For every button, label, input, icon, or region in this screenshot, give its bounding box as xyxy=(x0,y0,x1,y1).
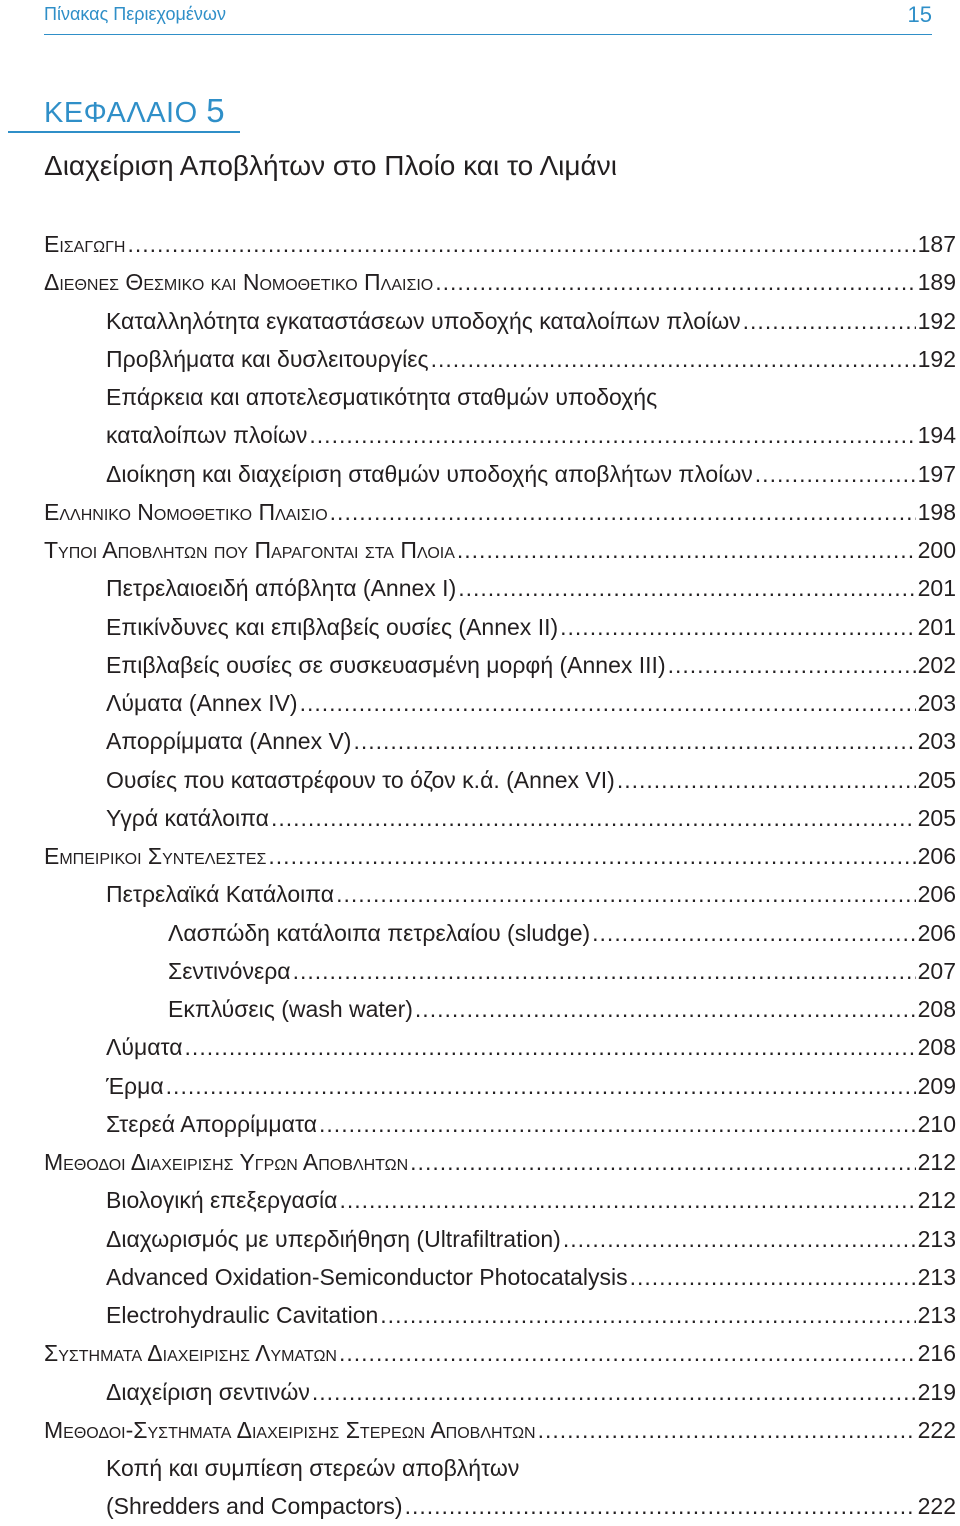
toc-leader xyxy=(563,1220,916,1258)
toc-entry-title: Υγρά κατάλοιπα xyxy=(106,804,269,831)
running-header-title: Πίνακας Περιεχομένων xyxy=(44,4,226,24)
toc-leader xyxy=(538,1411,916,1449)
toc-entry-title: Πετρελαϊκά Κατάλοιπα xyxy=(106,881,335,908)
toc-leader xyxy=(339,1334,916,1372)
toc-leader xyxy=(312,1373,916,1411)
toc-entry-title: Εμπειρικοι Συντελεστες xyxy=(44,843,267,869)
toc-leader xyxy=(435,263,915,301)
toc-leader xyxy=(268,837,915,875)
chapter-rule xyxy=(8,131,240,133)
toc-entry[interactable] xyxy=(44,1334,956,1372)
toc-entry-title: Λύματα xyxy=(106,1034,183,1061)
toc-entry[interactable] xyxy=(44,875,956,913)
toc-entry-page: 210 xyxy=(917,1110,956,1137)
toc-entry-title: Απορρίμματα (Annex V) xyxy=(106,728,352,755)
toc-leader xyxy=(336,875,916,913)
toc-entry-page: 205 xyxy=(917,804,956,831)
toc-leader xyxy=(185,1028,916,1066)
toc-leader xyxy=(458,569,915,607)
toc-entry-page: 198 xyxy=(917,498,956,525)
toc-entry-title: Εισαγωγη xyxy=(44,231,126,257)
toc-entry[interactable] xyxy=(44,684,956,722)
toc-entry[interactable] xyxy=(44,455,956,493)
toc-entry-title: Συστηματα Διαχειρισης Λυματων xyxy=(44,1340,337,1367)
toc-entry-page: 200 xyxy=(917,537,956,563)
toc-entry[interactable] xyxy=(44,263,956,301)
toc-entry[interactable] xyxy=(44,1411,956,1449)
toc-entry[interactable] xyxy=(44,1067,956,1105)
toc-entry-page: 216 xyxy=(917,1340,956,1367)
toc-entry-page: 203 xyxy=(917,728,956,755)
toc-entry[interactable] xyxy=(44,1220,956,1258)
toc-entry-title: Λύματα (Annex IV) xyxy=(106,690,298,716)
toc-entry-title: Μεθοδοι-Συστηματα Διαχειρισης Στερεων Αποβλητων xyxy=(44,1416,536,1443)
toc-leader xyxy=(415,990,916,1028)
toc-entry-title: Διαχωρισμός με υπερδιήθηση (Ultrafiltration) xyxy=(106,1225,561,1252)
toc-entry-page: 208 xyxy=(917,1034,956,1061)
toc-leader xyxy=(128,225,916,263)
toc-leader xyxy=(592,914,915,952)
toc-entry-page: 212 xyxy=(917,1187,956,1214)
toc-entry[interactable] xyxy=(44,569,956,607)
toc-entry[interactable] xyxy=(44,340,956,378)
toc-entry[interactable] xyxy=(44,646,956,684)
chapter-title: Διαχείριση Αποβλήτων στο Πλοίο και το Λιμάνι xyxy=(44,150,617,181)
chapter-number: 5 xyxy=(206,92,226,129)
running-header xyxy=(44,0,932,35)
toc-entry-title: Καταλληλότητα εγκαταστάσεων υποδοχής καταλοίπων πλοίων xyxy=(106,307,741,334)
toc-leader xyxy=(431,340,916,378)
toc-leader xyxy=(271,799,916,837)
toc-leader xyxy=(410,1143,915,1181)
toc-entry[interactable] xyxy=(44,302,956,340)
toc-entry-title: (Shredders and Compactors) xyxy=(106,1493,403,1520)
toc-entry-title: Επιβλαβείς ουσίες σε συσκευασμένη μορφή (Annex III) xyxy=(106,651,666,678)
toc-entry-page: 213 xyxy=(917,1263,956,1290)
toc-entry-title: Μεθοδοι Διαχειρισης Υγρων Αποβλητων xyxy=(44,1149,409,1175)
toc-entry-page: 207 xyxy=(917,957,956,984)
toc-entry-title: Ελληνικο Νομοθετικο Πλαισιο xyxy=(44,498,328,525)
toc-entry-page: 212 xyxy=(917,1149,956,1175)
toc-entry[interactable] xyxy=(44,722,956,760)
toc-entry-title: Προβλήματα και δυσλειτουργίες xyxy=(106,345,429,372)
toc-entry-page: 213 xyxy=(917,1225,956,1252)
toc-entry-page: 222 xyxy=(917,1493,956,1520)
toc-leader xyxy=(319,1105,916,1143)
toc-entry-page: 206 xyxy=(917,919,956,946)
toc-entry-title: Διοίκηση και διαχείριση σταθμών υποδοχής αποβλήτων πλοίων xyxy=(106,460,753,487)
toc-entry[interactable] xyxy=(44,1028,956,1066)
toc-leader xyxy=(293,952,916,990)
table-of-contents xyxy=(44,225,956,1526)
toc-entry[interactable] xyxy=(44,608,956,646)
toc-entry[interactable] xyxy=(44,837,956,875)
toc-entry[interactable] xyxy=(44,1258,956,1296)
toc-entry[interactable] xyxy=(44,914,956,952)
toc-leader xyxy=(755,455,916,493)
chapter-label-text: ΚΕΦΑΛΑΙΟ xyxy=(44,97,198,129)
toc-entry-page: 197 xyxy=(917,460,956,487)
toc-entry[interactable] xyxy=(44,1181,956,1219)
toc-leader xyxy=(630,1258,916,1296)
toc-entry-title: Εκπλύσεις (wash water) xyxy=(168,996,413,1022)
toc-leader xyxy=(166,1067,916,1105)
toc-entry[interactable] xyxy=(44,1449,956,1487)
toc-entry-page: 208 xyxy=(917,996,956,1022)
toc-entry[interactable] xyxy=(44,990,956,1028)
toc-entry-page: 203 xyxy=(917,690,956,716)
toc-entry-page: 189 xyxy=(917,269,956,296)
toc-entry[interactable] xyxy=(44,493,956,531)
toc-entry[interactable] xyxy=(44,1487,956,1525)
toc-entry-page: 194 xyxy=(917,422,956,449)
toc-entry-title: Advanced Oxidation-Semiconductor Photocatalysis xyxy=(106,1263,628,1290)
toc-entry-page: 222 xyxy=(917,1416,956,1443)
toc-entry[interactable] xyxy=(44,1143,956,1181)
toc-entry[interactable] xyxy=(44,761,956,799)
toc-entry[interactable] xyxy=(44,416,956,454)
toc-entry-page: 206 xyxy=(917,881,956,908)
toc-entry[interactable] xyxy=(44,1105,956,1143)
toc-entry-title: Πετρελαιοειδή απόβλητα (Annex I) xyxy=(106,575,457,602)
toc-leader xyxy=(309,416,915,454)
toc-leader xyxy=(353,722,915,760)
toc-entry-page: 209 xyxy=(917,1072,956,1099)
toc-leader xyxy=(339,1181,915,1219)
toc-leader xyxy=(300,684,916,722)
toc-entry-page: 205 xyxy=(917,766,956,793)
toc-entry[interactable] xyxy=(44,225,956,263)
toc-entry-page: 206 xyxy=(917,843,956,869)
toc-entry-page: 192 xyxy=(917,345,956,372)
toc-leader xyxy=(380,1296,915,1334)
toc-entry[interactable] xyxy=(44,378,956,416)
toc-entry-title: Βιολογική επεξεργασία xyxy=(106,1187,338,1214)
toc-entry[interactable] xyxy=(44,531,956,569)
toc-entry-page: 192 xyxy=(917,307,956,334)
toc-entry-title: Επάρκεια και αποτελεσματικότητα σταθμών υποδοχής xyxy=(106,384,658,410)
toc-entry-title: Διεθνες Θεσμικο και Νομοθετικο Πλαισιο xyxy=(44,269,434,296)
toc-entry-title: Σεντινόνερα xyxy=(168,957,291,984)
toc-entry-page: 201 xyxy=(917,613,956,640)
toc-entry-title: Έρμα xyxy=(106,1072,164,1099)
toc-entry-title: Τυποι Αποβλητων που Παραγονται στα Πλοια xyxy=(44,537,455,563)
toc-entry-page: 213 xyxy=(917,1302,956,1328)
toc-leader xyxy=(617,761,916,799)
toc-entry-title: καταλοίπων πλοίων xyxy=(106,422,308,449)
toc-entry-title: Επικίνδυνες και επιβλαβείς ουσίες (Annex II) xyxy=(106,613,559,640)
chapter-label xyxy=(44,92,225,130)
toc-leader xyxy=(457,531,916,569)
toc-leader xyxy=(405,1487,916,1525)
toc-entry-title: Διαχείριση σεντινών xyxy=(106,1378,310,1405)
toc-leader xyxy=(668,646,916,684)
toc-leader xyxy=(330,493,916,531)
page-number: 15 xyxy=(907,2,932,27)
toc-entry[interactable] xyxy=(44,1373,956,1411)
toc-entry[interactable] xyxy=(44,799,956,837)
toc-entry-page: 219 xyxy=(917,1378,956,1405)
toc-entry-title: Ουσίες που καταστρέφουν το όζον κ.ά. (Annex VI) xyxy=(106,766,615,793)
toc-entry-page: 202 xyxy=(917,651,956,678)
toc-leader xyxy=(743,302,916,340)
toc-entry[interactable] xyxy=(44,952,956,990)
toc-entry-title: Στερεά Απορρίμματα xyxy=(106,1110,318,1137)
toc-leader xyxy=(560,608,915,646)
toc-entry-page: 187 xyxy=(917,231,956,257)
toc-entry-title: Electrohydraulic Cavitation xyxy=(106,1302,379,1328)
toc-entry[interactable] xyxy=(44,1296,956,1334)
toc-entry-page: 201 xyxy=(917,575,956,602)
toc-entry-title: Κοπή και συμπίεση στερεών αποβλήτων xyxy=(106,1455,520,1481)
toc-entry-title: Λασπώδη κατάλοιπα πετρελαίου (sludge) xyxy=(168,919,591,946)
